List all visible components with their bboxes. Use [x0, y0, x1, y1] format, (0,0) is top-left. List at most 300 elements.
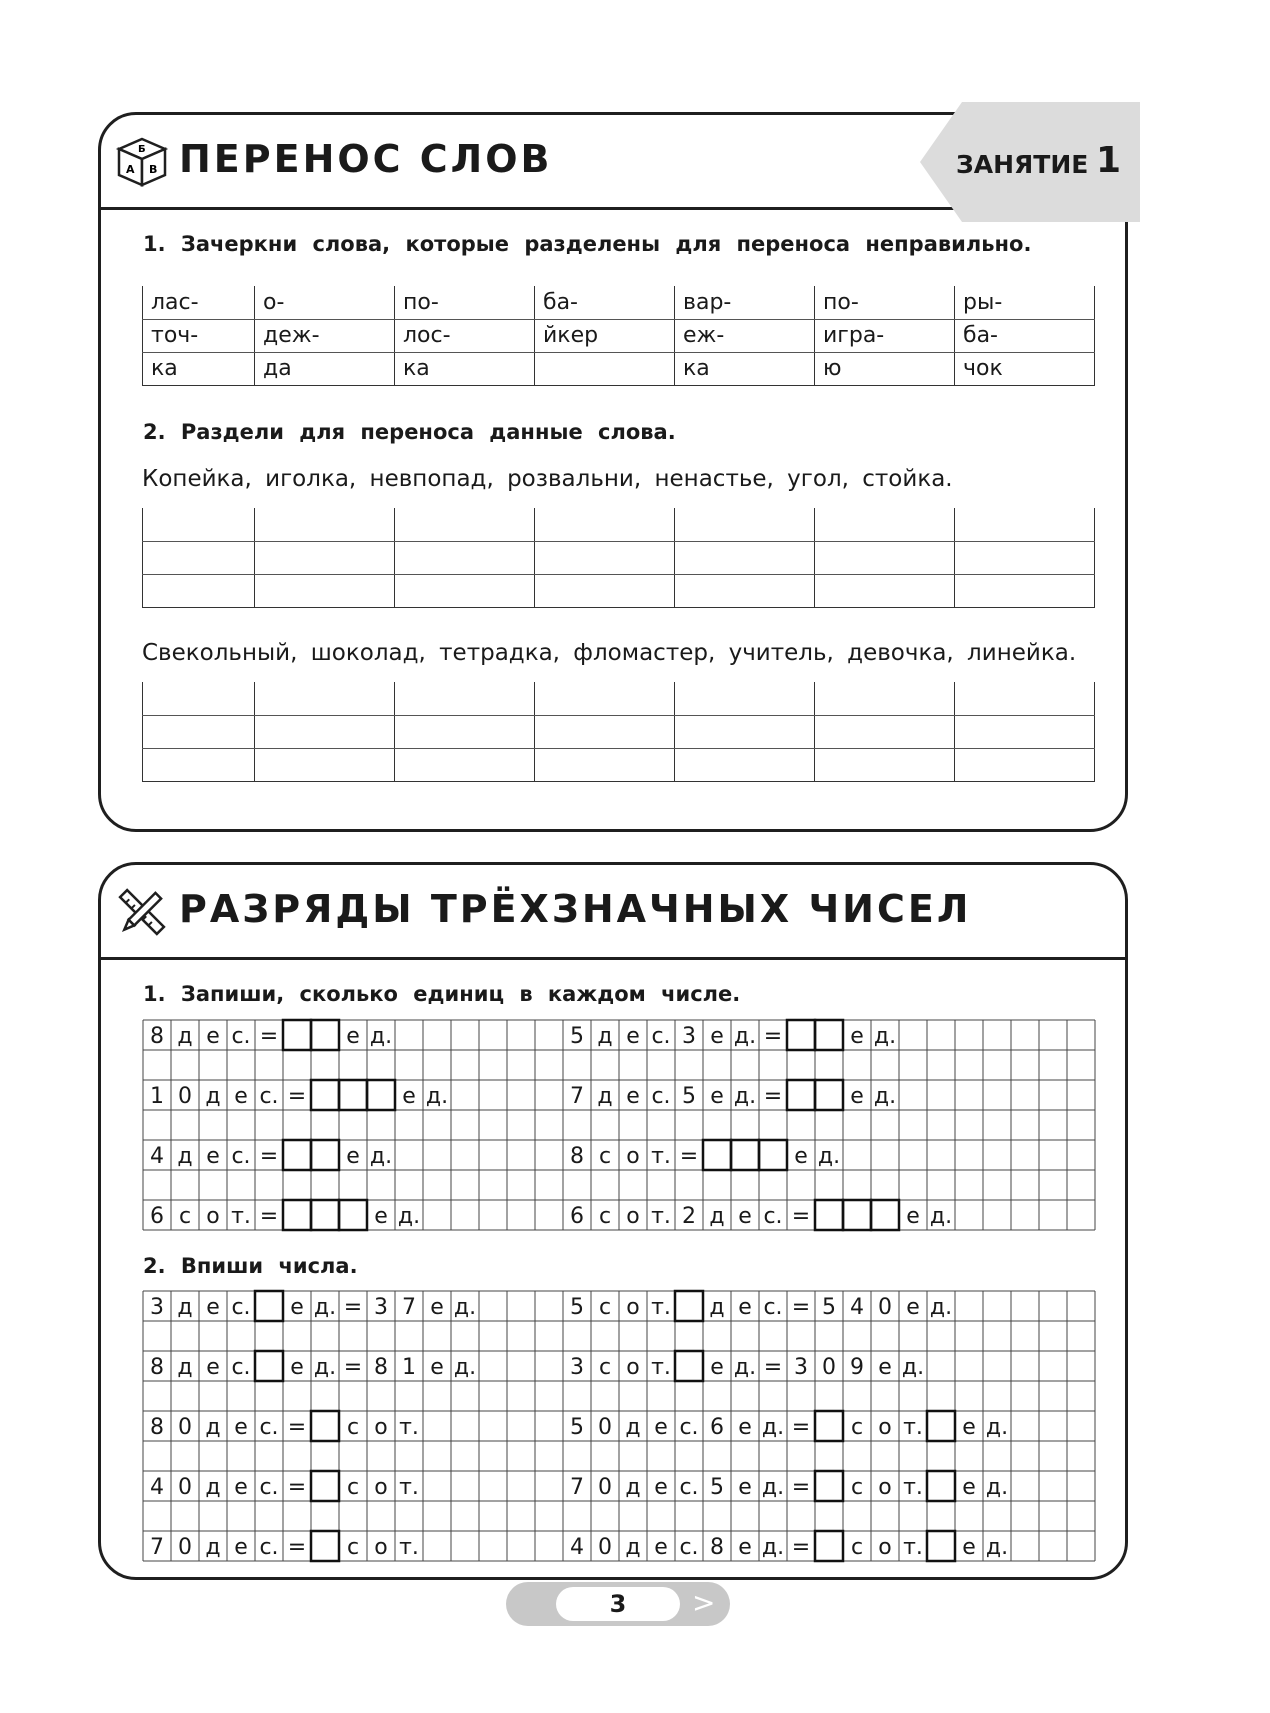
- grid-char: д.: [313, 1355, 337, 1380]
- grid-char: д: [205, 1084, 221, 1109]
- grid-char: е: [794, 1144, 808, 1169]
- grid-char: 6: [710, 1415, 724, 1440]
- answer-cell[interactable]: [143, 508, 255, 541]
- grid-char: с: [346, 1535, 360, 1560]
- grid-char: =: [791, 1295, 811, 1320]
- hyphenation-cell[interactable]: ка: [675, 352, 815, 385]
- hyphenation-row: [143, 286, 1095, 319]
- answer-box[interactable]: [787, 1080, 815, 1110]
- grid-char: 8: [710, 1535, 724, 1560]
- grid-char: 5: [570, 1024, 584, 1049]
- grid-char: т.: [903, 1535, 923, 1560]
- grid-char: о: [626, 1355, 640, 1380]
- grid-char: 0: [598, 1415, 612, 1440]
- answer-cell[interactable]: [815, 508, 955, 541]
- answer-cell[interactable]: [535, 541, 675, 574]
- section-title: ПЕРЕНОС СЛОВ: [179, 137, 553, 181]
- answer-cell[interactable]: [143, 541, 255, 574]
- answer-cell[interactable]: [143, 715, 255, 748]
- answer-box[interactable]: [367, 1080, 395, 1110]
- grid-char: е: [850, 1084, 864, 1109]
- next-page-arrow-icon[interactable]: >: [692, 1586, 716, 1619]
- answer-cell[interactable]: [815, 541, 955, 574]
- numbers-grid: [143, 1291, 1095, 1563]
- grid-char: 5: [822, 1295, 836, 1320]
- hyphenation-cell[interactable]: лас-: [143, 286, 255, 319]
- answer-box[interactable]: [255, 1351, 283, 1381]
- grid-char: е: [710, 1084, 724, 1109]
- grid-char: =: [791, 1204, 811, 1229]
- answer-row: [143, 748, 1095, 781]
- grid-char: о: [206, 1204, 220, 1229]
- answer-cell[interactable]: [395, 541, 535, 574]
- answer-cell[interactable]: [955, 574, 1095, 607]
- answer-cell[interactable]: [535, 508, 675, 541]
- grid-char: с.: [259, 1475, 279, 1500]
- answer-cell[interactable]: [535, 574, 675, 607]
- grid-char: 8: [150, 1355, 164, 1380]
- answer-cell[interactable]: [815, 574, 955, 607]
- grid-char: с.: [763, 1204, 783, 1229]
- grid-char: о: [374, 1475, 388, 1500]
- grid-char: 5: [570, 1295, 584, 1320]
- answer-table-1: [142, 508, 1095, 608]
- grid-char: д: [709, 1204, 725, 1229]
- answer-cell[interactable]: [955, 682, 1095, 715]
- grid-char: е: [962, 1475, 976, 1500]
- hyphenation-cell[interactable]: да: [255, 352, 395, 385]
- hyphenation-cell[interactable]: игра-: [815, 319, 955, 352]
- hyphenation-cell[interactable]: ры-: [955, 286, 1095, 319]
- grid-char: с.: [231, 1024, 251, 1049]
- hyphenation-cell[interactable]: ка: [143, 352, 255, 385]
- grid-char: е: [206, 1144, 220, 1169]
- svg-text:В: В: [149, 163, 158, 176]
- grid-char: д: [205, 1475, 221, 1500]
- grid-char: д: [709, 1295, 725, 1320]
- grid-char: =: [791, 1535, 811, 1560]
- hyphenation-cell[interactable]: еж-: [675, 319, 815, 352]
- answer-cell[interactable]: [143, 682, 255, 715]
- grid-char: с.: [259, 1535, 279, 1560]
- grid-char: т.: [231, 1204, 251, 1229]
- answer-box[interactable]: [675, 1291, 703, 1321]
- word-list-2: Свекольный, шоколад, тетрадка, фломастер, учитель, девочка, линейка.: [142, 640, 1077, 666]
- answer-cell[interactable]: [255, 574, 395, 607]
- grid-char: =: [763, 1084, 783, 1109]
- grid-char: 0: [178, 1415, 192, 1440]
- answer-cell[interactable]: [535, 715, 675, 748]
- grid-char: д: [205, 1415, 221, 1440]
- grid-char: с: [850, 1415, 864, 1440]
- answer-box[interactable]: [311, 1200, 339, 1230]
- hyphenation-cell[interactable]: деж-: [255, 319, 395, 352]
- grid-char: с: [850, 1535, 864, 1560]
- grid-char: е: [906, 1295, 920, 1320]
- grid-char: 6: [150, 1204, 164, 1229]
- grid-char: 7: [570, 1475, 584, 1500]
- grid-char: д.: [369, 1024, 393, 1049]
- grid-char: д.: [985, 1475, 1009, 1500]
- grid-char: т.: [651, 1144, 671, 1169]
- grid-char: д.: [397, 1204, 421, 1229]
- grid-char: о: [374, 1535, 388, 1560]
- section-title: РАЗРЯДЫ ТРЁХЗНАЧНЫХ ЧИСЕЛ: [179, 887, 972, 931]
- answer-cell[interactable]: [955, 715, 1095, 748]
- grid-char: =: [763, 1024, 783, 1049]
- page-number: 3: [556, 1587, 680, 1621]
- grid-char: 0: [598, 1475, 612, 1500]
- grid-char: 8: [374, 1355, 388, 1380]
- answer-cell[interactable]: [815, 715, 955, 748]
- grid-char: о: [878, 1535, 892, 1560]
- grid-char: е: [234, 1475, 248, 1500]
- page-navigator: [506, 1582, 730, 1626]
- answer-row: [143, 508, 1095, 541]
- grid-char: т.: [399, 1535, 419, 1560]
- grid-char: е: [626, 1024, 640, 1049]
- grid-char: с.: [259, 1415, 279, 1440]
- answer-box[interactable]: [675, 1351, 703, 1381]
- grid-char: 0: [178, 1475, 192, 1500]
- hyphenation-cell[interactable]: вар-: [675, 286, 815, 319]
- hyphenation-cell[interactable]: ка: [395, 352, 535, 385]
- answer-box[interactable]: [311, 1140, 339, 1170]
- grid-char: 4: [150, 1144, 164, 1169]
- answer-cell[interactable]: [675, 715, 815, 748]
- grid-char: д: [177, 1024, 193, 1049]
- grid-char: 6: [570, 1204, 584, 1229]
- grid-char: д: [597, 1024, 613, 1049]
- grid-char: о: [374, 1415, 388, 1440]
- grid-char: 5: [682, 1084, 696, 1109]
- hyphenation-cell[interactable]: йкер: [535, 319, 675, 352]
- grid-char: =: [791, 1415, 811, 1440]
- answer-box[interactable]: [283, 1200, 311, 1230]
- grid-char: 8: [570, 1144, 584, 1169]
- grid-char: с: [178, 1204, 192, 1229]
- section-header: [101, 865, 1125, 960]
- grid-char: т.: [903, 1475, 923, 1500]
- grid-char: е: [878, 1355, 892, 1380]
- grid-char: д: [625, 1415, 641, 1440]
- grid-char: с: [598, 1144, 612, 1169]
- word-list-1: Копейка, иголка, невпопад, розвальни, ненастье, угол, стойка.: [142, 466, 953, 492]
- grid-char: 4: [850, 1295, 864, 1320]
- hyphenation-cell[interactable]: ба-: [955, 319, 1095, 352]
- grid-char: д.: [901, 1355, 925, 1380]
- answer-box[interactable]: [339, 1200, 367, 1230]
- grid-char: д.: [313, 1295, 337, 1320]
- grid-char: 3: [374, 1295, 388, 1320]
- answer-cell[interactable]: [255, 508, 395, 541]
- grid-char: с.: [763, 1295, 783, 1320]
- grid-char: о: [878, 1475, 892, 1500]
- answer-box[interactable]: [787, 1020, 815, 1050]
- hyphenation-cell[interactable]: по-: [815, 286, 955, 319]
- answer-box[interactable]: [815, 1020, 843, 1050]
- grid-char: е: [906, 1204, 920, 1229]
- grid-char: т.: [399, 1475, 419, 1500]
- hyphenation-cell[interactable]: лос-: [395, 319, 535, 352]
- hyphenation-cell[interactable]: точ-: [143, 319, 255, 352]
- grid-char: 4: [150, 1475, 164, 1500]
- grid-char: е: [234, 1535, 248, 1560]
- grid-char: д: [205, 1535, 221, 1560]
- answer-cell[interactable]: [815, 682, 955, 715]
- grid-char: с: [598, 1204, 612, 1229]
- answer-box[interactable]: [311, 1080, 339, 1110]
- grid-char: с.: [259, 1084, 279, 1109]
- units-grid: [143, 1020, 1095, 1232]
- grid-char: е: [738, 1535, 752, 1560]
- grid-char: 5: [570, 1415, 584, 1440]
- grid-char: е: [710, 1024, 724, 1049]
- grid-char: е: [962, 1535, 976, 1560]
- answer-cell[interactable]: [955, 508, 1095, 541]
- grid-char: е: [430, 1295, 444, 1320]
- grid-char: =: [679, 1144, 699, 1169]
- grid-char: 2: [682, 1204, 696, 1229]
- grid-char: с.: [231, 1144, 251, 1169]
- grid-char: д.: [453, 1355, 477, 1380]
- grid-char: д.: [761, 1415, 785, 1440]
- grid-char: 7: [150, 1535, 164, 1560]
- grid-char: с: [598, 1355, 612, 1380]
- grid-char: е: [738, 1295, 752, 1320]
- grid-char: с.: [679, 1475, 699, 1500]
- answer-cell[interactable]: [535, 748, 675, 781]
- grid-char: е: [346, 1144, 360, 1169]
- grid-char: о: [626, 1144, 640, 1169]
- grid-char: е: [290, 1355, 304, 1380]
- grid-char: д: [177, 1355, 193, 1380]
- answer-box[interactable]: [731, 1140, 759, 1170]
- grid-char: д.: [453, 1295, 477, 1320]
- answer-cell[interactable]: [675, 541, 815, 574]
- grid-char: д.: [369, 1144, 393, 1169]
- answer-table-2: [142, 682, 1095, 782]
- grid-char: т.: [651, 1355, 671, 1380]
- grid-char: 7: [570, 1084, 584, 1109]
- answer-cell[interactable]: [143, 748, 255, 781]
- answer-cell[interactable]: [955, 541, 1095, 574]
- grid-char: д: [177, 1144, 193, 1169]
- svg-text:А: А: [126, 163, 135, 176]
- grid-char: 3: [682, 1024, 696, 1049]
- ruler-pencil-icon: [115, 885, 169, 939]
- grid-char: с.: [651, 1024, 671, 1049]
- grid-char: с.: [679, 1535, 699, 1560]
- grid-char: д.: [761, 1475, 785, 1500]
- answer-box[interactable]: [843, 1200, 871, 1230]
- answer-cell[interactable]: [395, 574, 535, 607]
- grid-char: д: [177, 1295, 193, 1320]
- grid-char: с.: [651, 1084, 671, 1109]
- answer-cell[interactable]: [675, 748, 815, 781]
- grid-char: е: [962, 1415, 976, 1440]
- grid-char: д.: [761, 1535, 785, 1560]
- answer-cell[interactable]: [675, 508, 815, 541]
- answer-box[interactable]: [255, 1291, 283, 1321]
- grid-char: е: [626, 1084, 640, 1109]
- grid-char: е: [738, 1204, 752, 1229]
- grid-char: е: [374, 1204, 388, 1229]
- grid-char: о: [878, 1415, 892, 1440]
- answer-row: [143, 715, 1095, 748]
- answer-box[interactable]: [703, 1140, 731, 1170]
- grid-char: с: [850, 1475, 864, 1500]
- abc-cube-icon: [115, 135, 169, 189]
- grid-char: д: [597, 1084, 613, 1109]
- answer-box[interactable]: [311, 1471, 339, 1501]
- grid-char: д.: [425, 1084, 449, 1109]
- lesson-label: ЗАНЯТИЕ: [956, 150, 1089, 179]
- answer-cell[interactable]: [675, 574, 815, 607]
- grid-char: е: [402, 1084, 416, 1109]
- svg-text:Б: Б: [138, 144, 146, 155]
- grid-char: =: [259, 1024, 279, 1049]
- answer-cell[interactable]: [143, 574, 255, 607]
- answer-box[interactable]: [927, 1471, 955, 1501]
- grid-char: =: [791, 1475, 811, 1500]
- answer-box[interactable]: [283, 1020, 311, 1050]
- grid-char: е: [738, 1415, 752, 1440]
- answer-box[interactable]: [283, 1140, 311, 1170]
- grid-char: 5: [710, 1475, 724, 1500]
- grid-char: 0: [598, 1535, 612, 1560]
- answer-box[interactable]: [871, 1200, 899, 1230]
- grid-char: д: [625, 1475, 641, 1500]
- grid-char: =: [259, 1204, 279, 1229]
- grid-char: 4: [570, 1535, 584, 1560]
- answer-cell[interactable]: [255, 715, 395, 748]
- answer-row: [143, 541, 1095, 574]
- grid-char: 0: [178, 1535, 192, 1560]
- grid-char: т.: [651, 1295, 671, 1320]
- grid-char: 0: [878, 1295, 892, 1320]
- answer-cell[interactable]: [535, 682, 675, 715]
- grid-char: д.: [929, 1204, 953, 1229]
- answer-cell[interactable]: [255, 682, 395, 715]
- hyphenation-cell[interactable]: [535, 352, 675, 385]
- grid-char: е: [738, 1475, 752, 1500]
- grid-char: =: [287, 1084, 307, 1109]
- task3-label: 1. Запиши, сколько единиц в каждом числе.: [143, 982, 741, 1006]
- grid-char: е: [206, 1355, 220, 1380]
- grid-char: с.: [231, 1355, 251, 1380]
- grid-char: е: [710, 1355, 724, 1380]
- grid-char: е: [654, 1475, 668, 1500]
- grid-char: д.: [985, 1535, 1009, 1560]
- hyphenation-cell[interactable]: ю: [815, 352, 955, 385]
- grid-char: 3: [150, 1295, 164, 1320]
- answer-box[interactable]: [339, 1080, 367, 1110]
- grid-char: е: [290, 1295, 304, 1320]
- grid-char: т.: [903, 1415, 923, 1440]
- grid-char: 7: [402, 1295, 416, 1320]
- grid-char: т.: [651, 1204, 671, 1229]
- answer-box[interactable]: [815, 1471, 843, 1501]
- answer-box[interactable]: [815, 1411, 843, 1441]
- answer-cell[interactable]: [255, 748, 395, 781]
- answer-box[interactable]: [815, 1200, 843, 1230]
- grid-char: д.: [873, 1024, 897, 1049]
- answer-cell[interactable]: [395, 682, 535, 715]
- grid-char: 8: [150, 1024, 164, 1049]
- task4-label: 2. Впиши числа.: [143, 1254, 358, 1278]
- grid-char: 1: [150, 1084, 164, 1109]
- answer-box[interactable]: [311, 1531, 339, 1561]
- grid-char: е: [346, 1024, 360, 1049]
- answer-row: [143, 574, 1095, 607]
- answer-box[interactable]: [927, 1531, 955, 1561]
- answer-row: [143, 682, 1095, 715]
- grid-char: 8: [150, 1415, 164, 1440]
- hyphenation-row: [143, 319, 1095, 352]
- task1-label: 1. Зачеркни слова, которые разделены для переноса неправильно.: [143, 232, 1032, 256]
- grid-char: е: [430, 1355, 444, 1380]
- grid-char: с: [598, 1295, 612, 1320]
- answer-box[interactable]: [815, 1080, 843, 1110]
- grid-char: е: [234, 1084, 248, 1109]
- grid-char: д.: [733, 1024, 757, 1049]
- grid-char: д: [625, 1535, 641, 1560]
- grid-char: е: [234, 1415, 248, 1440]
- grid-char: с: [346, 1475, 360, 1500]
- grid-char: т.: [399, 1415, 419, 1440]
- grid-char: =: [343, 1355, 363, 1380]
- hyphenation-cell[interactable]: о-: [255, 286, 395, 319]
- answer-box[interactable]: [311, 1020, 339, 1050]
- grid-char: д.: [929, 1295, 953, 1320]
- answer-cell[interactable]: [255, 541, 395, 574]
- grid-char: с.: [231, 1295, 251, 1320]
- grid-char: с.: [679, 1415, 699, 1440]
- answer-box[interactable]: [927, 1411, 955, 1441]
- answer-cell[interactable]: [395, 508, 535, 541]
- grid-char: 9: [850, 1355, 864, 1380]
- grid-char: 0: [822, 1355, 836, 1380]
- answer-cell[interactable]: [815, 748, 955, 781]
- grid-char: =: [287, 1415, 307, 1440]
- grid-char: =: [287, 1535, 307, 1560]
- hyphenation-table: [142, 286, 1095, 386]
- grid-char: д.: [873, 1084, 897, 1109]
- answer-box[interactable]: [815, 1531, 843, 1561]
- hyphenation-cell[interactable]: ба-: [535, 286, 675, 319]
- answer-cell[interactable]: [395, 748, 535, 781]
- hyphenation-cell[interactable]: по-: [395, 286, 535, 319]
- grid-char: е: [206, 1295, 220, 1320]
- grid-char: =: [259, 1144, 279, 1169]
- grid-char: с: [346, 1415, 360, 1440]
- grid-char: 3: [794, 1355, 808, 1380]
- grid-char: 0: [178, 1084, 192, 1109]
- grid-char: о: [626, 1295, 640, 1320]
- answer-cell[interactable]: [675, 682, 815, 715]
- grid-char: =: [343, 1295, 363, 1320]
- grid-char: =: [763, 1355, 783, 1380]
- answer-box[interactable]: [311, 1411, 339, 1441]
- grid-char: =: [287, 1475, 307, 1500]
- answer-cell[interactable]: [395, 715, 535, 748]
- answer-box[interactable]: [759, 1140, 787, 1170]
- task2-label: 2. Раздели для переноса данные слова.: [143, 420, 676, 444]
- grid-char: о: [626, 1204, 640, 1229]
- answer-cell[interactable]: [955, 748, 1095, 781]
- hyphenation-cell[interactable]: чок: [955, 352, 1095, 385]
